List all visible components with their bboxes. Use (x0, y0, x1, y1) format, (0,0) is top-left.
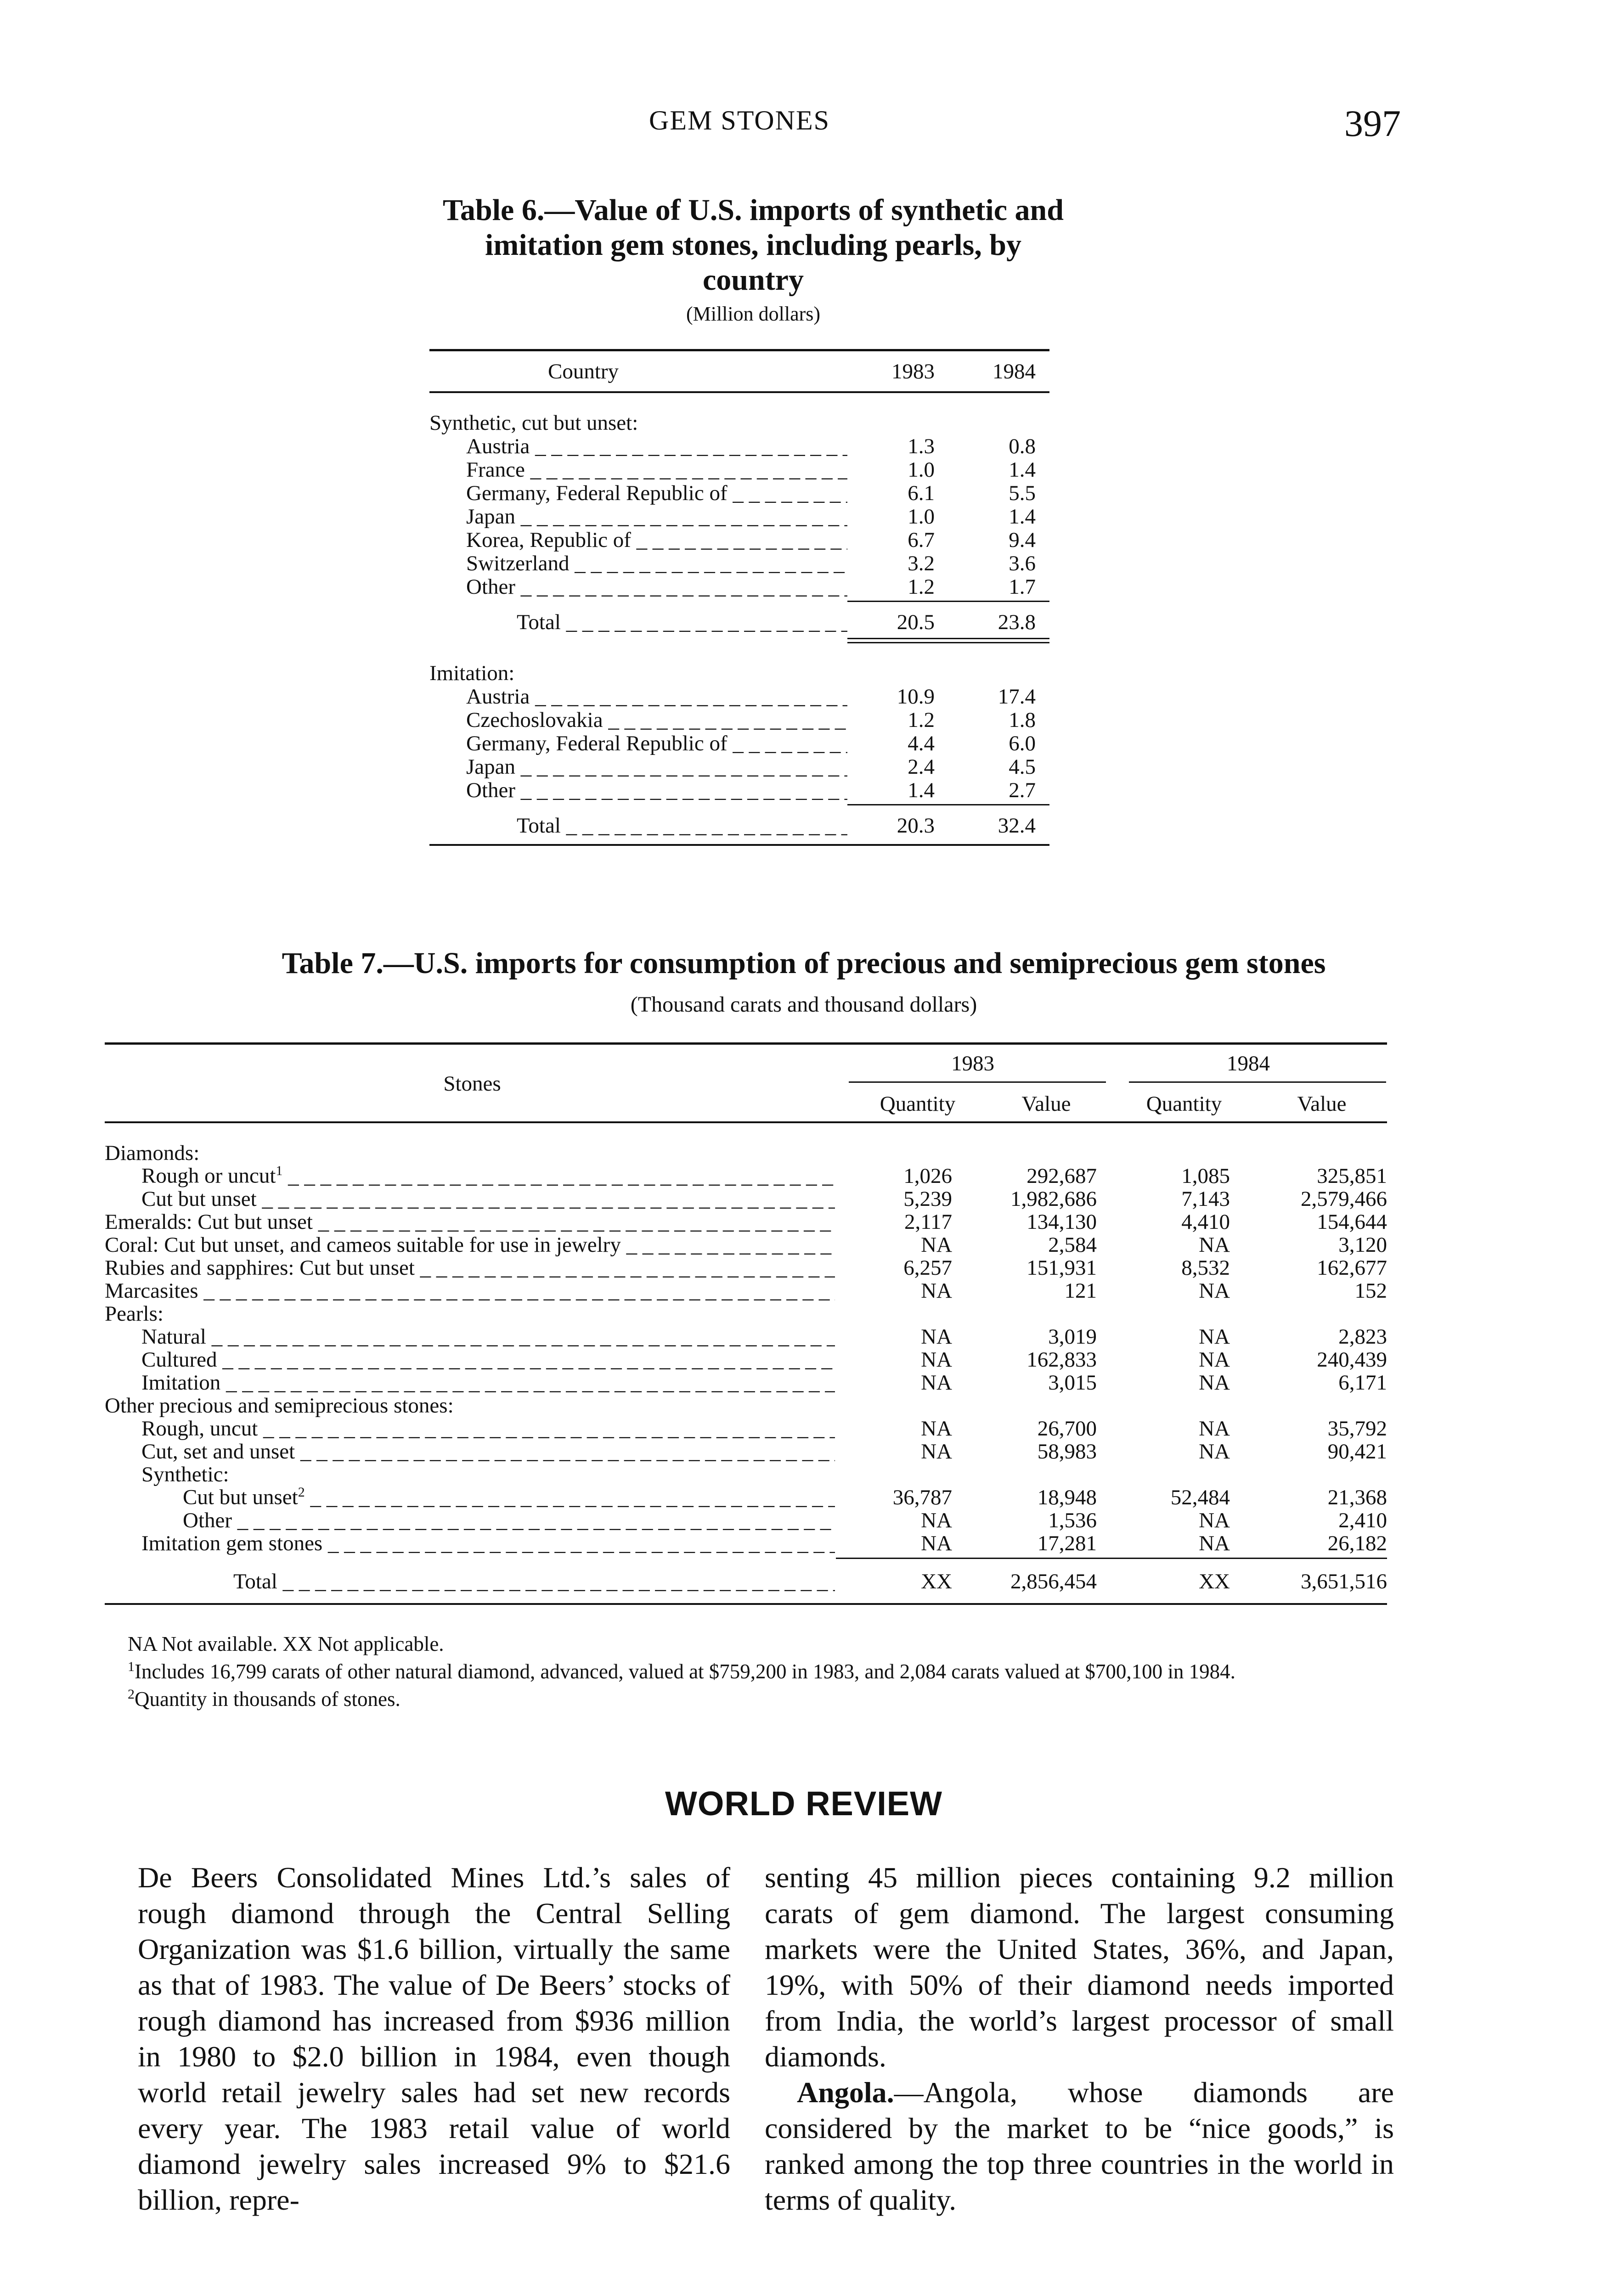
quantity-1983: 5,239 (903, 1187, 952, 1211)
value-1983: 17,281 (1037, 1531, 1097, 1555)
value-1983: 1.0 (908, 505, 935, 529)
value-1983: 1,536 (1048, 1508, 1097, 1532)
table-row (429, 552, 1049, 575)
value-1983: 58,983 (1037, 1440, 1097, 1463)
table7-col-quantity-1984: Quantity (1146, 1092, 1222, 1116)
table6-synthetic-total (429, 602, 1049, 634)
value-1983: 4.4 (908, 732, 935, 755)
quantity-1983: NA (921, 1233, 952, 1257)
quantity-1984: 4,410 (1181, 1210, 1230, 1234)
year-rule (849, 1081, 1106, 1083)
table-row (429, 709, 1049, 732)
quantity-1984: 52,484 (1170, 1486, 1230, 1509)
table7-year-1983: 1983 (951, 1052, 994, 1075)
row-label: Japan _ _ _ (429, 755, 847, 779)
value-1984: 1.4 (1009, 505, 1036, 529)
table-row (105, 1348, 1387, 1371)
paragraph-angola: Angola.—Angola, whose diamonds are considered by the market to be “nice goods,” is ranked among the top three countries in the world in terms of quality. (765, 2076, 1394, 2216)
quantity-1984: NA (1199, 1440, 1230, 1463)
table7-unit: (Thousand carats and thousand dollars) (630, 992, 977, 1017)
table-row (105, 1417, 1387, 1440)
table-row (429, 575, 1049, 599)
value-1983: 1,982,686 (1010, 1187, 1097, 1211)
quantity-1983: NA (921, 1371, 952, 1395)
value-1984: 325,851 (1317, 1164, 1387, 1188)
row-label: Rubies and sapphires: Cut but unset _ _ _ (105, 1256, 835, 1279)
value-1984: 240,439 (1317, 1348, 1387, 1372)
value-1984: 3,120 (1338, 1233, 1387, 1257)
value-1983: 1.0 (908, 458, 935, 482)
row-label: Imitation _ _ _ (105, 1371, 835, 1394)
quantity-1984: NA (1199, 1279, 1230, 1303)
value-1984: 6.0 (1009, 732, 1036, 755)
value-1983: 1.2 (908, 708, 935, 732)
body-column-left (138, 1860, 730, 2218)
table7-header (105, 1042, 1387, 1123)
table6-unit: (Million dollars) (686, 303, 821, 325)
table-row (105, 1210, 1387, 1233)
table7-col-value-1983: Value (1021, 1092, 1071, 1116)
quantity-1984: 8,532 (1181, 1256, 1230, 1280)
row-label: Rough or uncut$^1$ _ _ _ (105, 1159, 835, 1187)
value-1983: 134,130 (1026, 1210, 1097, 1234)
value-1984: 1.8 (1009, 708, 1036, 732)
paragraph-continued: senting 45 million pieces containing 9.2 million carats of gem diamond. The largest consuming markets were the United States, 36%, and Japan, 19%, with 50% of their diamond needs imported from India, the world’s largest processor of small diamonds. (765, 1861, 1394, 2073)
row-label: Diamonds: (105, 1142, 200, 1165)
table6-header (429, 349, 1049, 393)
row-label: Austria _ _ _ (429, 685, 847, 709)
value-1984: 26,182 (1327, 1531, 1387, 1555)
table7-col-stones: Stones (443, 1072, 501, 1096)
quantity-1984: NA (1199, 1508, 1230, 1532)
row-label: Japan _ _ _ (429, 505, 847, 529)
value-1984: 35,792 (1327, 1417, 1387, 1441)
row-label: Emeralds: Cut but unset _ _ _ (105, 1210, 835, 1233)
total-label: Total _ _ _ (105, 1570, 835, 1593)
table6-col-1984: 1984 (993, 359, 1036, 383)
table-row (105, 1325, 1387, 1348)
table-row (105, 1187, 1387, 1210)
table-row (429, 779, 1049, 802)
value-1983: 1.3 (908, 434, 935, 458)
row-label: Rough, uncut _ _ _ (105, 1417, 835, 1440)
table6-title: Table 6.—Value of U.S. imports of synthetic and imitation gem stones, including pearls, by country (443, 193, 1064, 297)
value-1984: 9.4 (1009, 528, 1036, 552)
year-rule (1129, 1081, 1386, 1083)
value-1984: 2,410 (1338, 1508, 1387, 1532)
row-label: France _ _ _ (429, 458, 847, 482)
table-row (429, 529, 1049, 552)
quantity-1984: NA (1199, 1233, 1230, 1257)
row-label: Other _ _ _ (429, 779, 847, 802)
row-label: Imitation gem stones _ _ _ (105, 1532, 835, 1555)
row-label: Pearls: (105, 1302, 164, 1325)
row-label: Cut but unset _ _ _ (105, 1187, 835, 1210)
total-1983: 20.5 (897, 610, 935, 634)
paragraph-de-beers: De Beers Consolidated Mines Ltd.’s sales of rough diamond through the Central Selling Organization was $1.6 billion, virtually the same as that of 1983. The value of De Beers’ stocks of rough diamond has increased from $936 million in 1980 to $2.0 billion in 1984, even though world retail jewelry sales had set new records every year. The 1983 retail value of world diamond jewelry sales increased 9% to $21.6 billion, repre- (138, 1861, 730, 2216)
table-row (105, 1233, 1387, 1256)
row-label: Natural _ _ _ (105, 1325, 835, 1348)
total-value-1984: 3,651,516 (1301, 1570, 1387, 1593)
total-quantity-1984: XX (1199, 1570, 1230, 1593)
quantity-1983: 2,117 (904, 1210, 952, 1234)
value-1984: 2.7 (1009, 778, 1036, 802)
row-label: Other _ _ _ (429, 575, 847, 599)
value-1983: 26,700 (1037, 1417, 1097, 1441)
value-1984: 152 (1354, 1279, 1387, 1303)
value-1984: 5.5 (1009, 481, 1036, 505)
table-row (429, 732, 1049, 755)
value-1984: 2,823 (1338, 1325, 1387, 1349)
value-1984: 162,677 (1317, 1256, 1387, 1280)
value-1983: 6.1 (908, 481, 935, 505)
quantity-1984: NA (1199, 1417, 1230, 1441)
value-1984: 0.8 (1009, 434, 1036, 458)
quantity-1983: NA (921, 1279, 952, 1303)
table6-col-1983: 1983 (891, 359, 935, 383)
table-row (429, 458, 1049, 482)
table7 (105, 1042, 1387, 1605)
value-1983: 3.2 (908, 551, 935, 575)
total-1984: 32.4 (998, 814, 1036, 838)
table7-col-value-1984: Value (1297, 1092, 1347, 1116)
total-label: Total _ _ _ (429, 814, 847, 838)
world-review-heading: WORLD REVIEW (665, 1784, 942, 1823)
row-label: Austria _ _ _ (429, 435, 847, 458)
table-row (429, 435, 1049, 458)
table7-col-quantity-1983: Quantity (880, 1092, 956, 1116)
quantity-1983: NA (921, 1348, 952, 1372)
value-1983: 1.2 (908, 575, 935, 599)
value-1984: 90,421 (1327, 1440, 1387, 1463)
value-1984: 6,171 (1338, 1371, 1387, 1395)
table6-imitation-heading: Imitation: (429, 662, 515, 685)
table6-col-country: Country (547, 359, 619, 383)
table-row (105, 1394, 1387, 1417)
quantity-1984: 7,143 (1181, 1187, 1230, 1211)
table7-title: Table 7.—U.S. imports for consumption of precious and semiprecious gem stones (282, 946, 1326, 980)
table7-year-1984: 1984 (1227, 1052, 1270, 1075)
value-1983: 151,931 (1026, 1256, 1097, 1280)
footnote-1: $^1$Includes 16,799 carats of other natural diamond, advanced, valued at $759,200 in 1983, and 2,084 carats valued at $700,100 in 1984. (128, 1659, 1235, 1683)
quantity-1983: NA (921, 1508, 952, 1532)
running-title: GEM STONES (649, 105, 830, 135)
value-1983: 18,948 (1037, 1486, 1097, 1509)
total-label: Total _ _ _ (429, 611, 847, 634)
table-row (105, 1532, 1387, 1555)
value-1983: 292,687 (1026, 1164, 1097, 1188)
table-row (105, 1256, 1387, 1279)
value-1984: 21,368 (1327, 1486, 1387, 1509)
quantity-1984: NA (1199, 1531, 1230, 1555)
table-row (105, 1486, 1387, 1509)
value-1984: 1.4 (1009, 458, 1036, 482)
value-1983: 1.4 (908, 778, 935, 802)
total-quantity-1983: XX (921, 1570, 952, 1593)
row-label: Other _ _ _ (105, 1509, 835, 1532)
value-1984: 1.7 (1009, 575, 1036, 599)
table-row (429, 755, 1049, 779)
table-end-rule (105, 1603, 1387, 1605)
table6-synthetic-heading: Synthetic, cut but unset: (429, 411, 638, 435)
value-1983: 121 (1064, 1279, 1097, 1303)
value-1984: 2,579,466 (1301, 1187, 1387, 1211)
row-label: Other precious and semiprecious stones: (105, 1394, 454, 1417)
value-1983: 10.9 (897, 685, 935, 709)
row-label: Switzerland _ _ _ (429, 552, 847, 575)
value-1983: 3,019 (1048, 1325, 1097, 1349)
table-row (429, 505, 1049, 529)
total-value-1983: 2,856,454 (1010, 1570, 1097, 1593)
table7-footnotes (105, 1632, 1387, 1711)
table-end-rule (429, 844, 1049, 846)
table-row (105, 1302, 1387, 1325)
quantity-1984: NA (1199, 1348, 1230, 1372)
total-1984: 23.8 (998, 610, 1036, 634)
value-1984: 3.6 (1009, 551, 1036, 575)
table-row (429, 685, 1049, 709)
quantity-1983: NA (921, 1440, 952, 1463)
table-row (105, 1165, 1387, 1187)
value-1983: 6.7 (908, 528, 935, 552)
double-rule (429, 638, 1049, 643)
page-number: 397 (1344, 102, 1401, 144)
quantity-1984: NA (1199, 1371, 1230, 1395)
row-label: Synthetic: (141, 1463, 229, 1486)
row-label: Cut, set and unset _ _ _ (105, 1440, 835, 1463)
table7-total (105, 1559, 1387, 1593)
value-1983: 162,833 (1026, 1348, 1097, 1372)
row-label: Czechoslovakia _ _ _ (429, 709, 847, 732)
table-row (429, 482, 1049, 505)
quantity-1984: 1,085 (1181, 1164, 1230, 1188)
quantity-1983: 36,787 (892, 1486, 952, 1509)
body-column-right (765, 1860, 1394, 2218)
quantity-1983: NA (921, 1325, 952, 1349)
value-1983: 2.4 (908, 755, 935, 779)
quantity-1983: NA (921, 1531, 952, 1555)
table6 (429, 349, 1049, 846)
table6-imitation-total (429, 805, 1049, 838)
quantity-1984: NA (1199, 1325, 1230, 1349)
table-row (105, 1279, 1387, 1302)
value-1984: 17.4 (998, 685, 1036, 709)
row-label: Cultured _ _ _ (105, 1348, 835, 1371)
row-label: Germany, Federal Republic of _ _ _ (429, 732, 847, 755)
quantity-1983: 6,257 (903, 1256, 952, 1280)
footnote-2: $^2$Quantity in thousands of stones. (128, 1687, 400, 1711)
quantity-1983: 1,026 (903, 1164, 952, 1188)
table-row (105, 1509, 1387, 1532)
abbreviations-note: NA Not available. XX Not applicable. (128, 1632, 444, 1655)
value-1983: 2,584 (1048, 1233, 1097, 1257)
value-1984: 154,644 (1317, 1210, 1387, 1234)
row-label: Coral: Cut but unset, and cameos suitable for use in jewelry _ _ _ (105, 1233, 835, 1256)
row-label: Marcasites _ _ _ (105, 1279, 835, 1302)
row-label: Germany, Federal Republic of _ _ _ (429, 482, 847, 505)
value-1984: 4.5 (1009, 755, 1036, 779)
row-label: Korea, Republic of _ _ _ (429, 529, 847, 552)
row-label: Cut but unset$^2$ _ _ _ (105, 1481, 835, 1509)
value-1983: 3,015 (1048, 1371, 1097, 1395)
quantity-1983: NA (921, 1417, 952, 1441)
table-row (105, 1371, 1387, 1394)
total-1983: 20.3 (897, 814, 935, 838)
angola-run-in-head: Angola. (797, 2076, 894, 2109)
table-row (105, 1440, 1387, 1463)
